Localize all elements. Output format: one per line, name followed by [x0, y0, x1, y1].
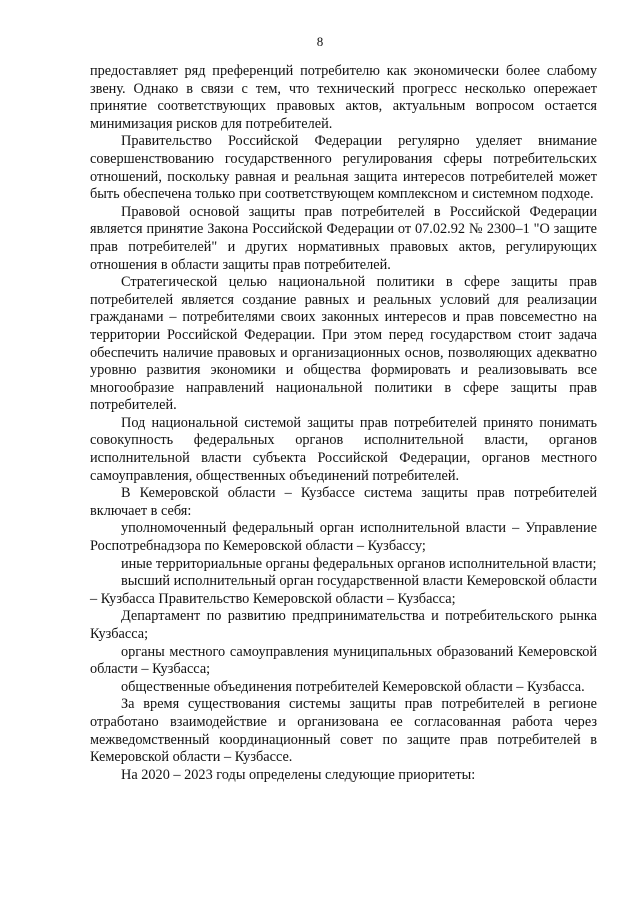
paragraph: иные территориальные органы федеральных органов исполнительной власти;	[121, 555, 597, 572]
paragraph: общественные объединения потребителей Кемеровской области – Кузбасса.	[121, 678, 585, 695]
paragraph: уполномоченный федеральный орган исполнительной власти – Управление Роспотребнадзора по Кемеровской области – Кузбассу;	[90, 520, 597, 555]
paragraph: Правовой основой защиты прав потребителей в Российской Федерации является принятие Закона Российской Федерации от 07.02.92 № 2300–1 "О защите прав потребителей" и других нормативных правовых актов, регулирующих отношения в области защиты прав потребителей.	[90, 203, 597, 273]
page-number: 8	[316, 34, 324, 49]
document-body	[90, 63, 597, 784]
paragraph: Департамент по развитию предпринимательства и потребительского рынка Кузбасса;	[90, 608, 597, 642]
paragraph: На 2020 – 2023 годы определены следующие приоритеты:	[121, 766, 476, 783]
paragraph: Правительство Российской Федерации регулярно уделяет внимание совершенствованию государственного регулирования сферы потребительских отношений, поскольку равная и реальная защита интересов потребителей может быть обеспечена только при соответствующем комплексном и системном подходе.	[90, 133, 597, 203]
paragraph: органы местного самоуправления муниципальных образований Кемеровской области – Кузбасса;	[90, 643, 597, 678]
paragraph: высший исполнительный орган государственной власти Кемеровской области – Кузбасса Правительство Кемеровской области – Кузбасса;	[90, 573, 597, 607]
paragraph: Под национальной системой защиты прав потребителей принято понимать совокупность федеральных органов исполнительной власти, органов исполнительной власти субъекта Российской Федерации, органов местного самоуправления, общественных объединений потребителей.	[90, 414, 597, 484]
paragraph: предоставляет ряд преференций потребителю как экономически более слабому звену. Однако в связи с тем, что технический прогресс несколько опережает принятие соответствующих правовых актов, актуальным вопросом остается минимизация рисков для потребителей.	[90, 63, 597, 132]
paragraph: Стратегической целью национальной политики в сфере защиты прав потребителей является создание равных и реальных условий для реализации гражданами – потребителями своих законных интересов и прав повсеместно на территории Российской Федерации. При этом перед государством стоит задача обеспечить наличие правовых и организационных основ, позволяющих адекватно уровню развития экономики и общества формировать и реализовывать все многообразие направлений национальной политики в сфере защиты прав потребителей.	[90, 274, 597, 414]
paragraph: В Кемеровской области – Кузбассе система защиты прав потребителей включает в себя:	[90, 485, 597, 519]
paragraph: За время существования системы защиты прав потребителей в регионе отработано взаимодействие и организована ее согласованная работа через межведомственный координационный совет по защите прав потребителей в Кемеровской области – Кузбассе.	[90, 696, 597, 766]
